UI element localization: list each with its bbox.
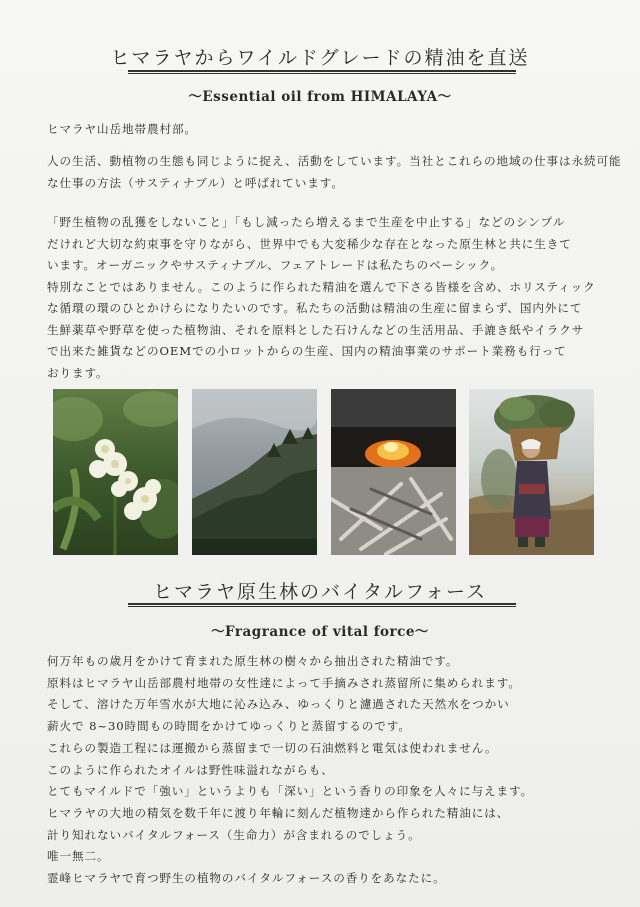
section1-title: ヒマラヤからワイルドグレードの精油を直送 (110, 47, 530, 69)
title-underline (128, 603, 516, 607)
text-line: 計り知れないバイタルフォース（生命力）が含まれるのでしょう。 (47, 827, 421, 842)
intro-line: ヒマラヤ山岳地帯農村部。 (47, 122, 197, 136)
white-flower-image (53, 389, 178, 555)
text-line: そして、溶けた万年雪水が大地に沁み込み、ゆっくりと濾過された天然水をつかい (47, 697, 510, 712)
text-line: な仕事の方法（サスティナブル）と呼ばれています。 (47, 175, 344, 190)
firewood-fire-photo (331, 389, 456, 555)
text-line: 霊峰ヒマラヤで育つ野生の植物のバイタルフォースの香りをあなたに。 (47, 871, 446, 886)
text-line: 唯一無二。 (47, 849, 110, 864)
text-line: だけれど大切な約束事を守りながら、世界中でも大変稀少な存在となった原生林と共に生きて (47, 236, 572, 251)
section2-title: ヒマラヤ原生林のバイタルフォース (152, 581, 488, 603)
text-line: います。オーガニックやサスティナブル、フェアトレードは私たちのベーシック。 (47, 258, 504, 272)
text-line: 生鮮薬草や野草を使った植物油、それを原料とした石けんなどの生活用品、手漉き紙やイラクサ (47, 322, 585, 337)
text-line: これらの製造工程には運搬から蒸留まで一切の石油燃料と電気は使われません。 (47, 740, 498, 755)
text-line: 何万年もの歳月をかけて育まれた原生林の樹々から抽出された精油です。 (47, 654, 459, 668)
paragraph-1 (47, 151, 622, 194)
text-line: 特別なことではありません。このように作られた精油を選んで下さる皆様を含め、ホリスティック (47, 279, 596, 294)
text-line: 薪火で 8~30時間もの時間をかけてゆっくりと蒸留するのです。 (47, 719, 411, 734)
title-underline (128, 70, 516, 74)
mountain-forest-image (192, 389, 317, 555)
text-line: 原料はヒマラヤ山岳部農村地帯の女性達によって手摘みされ蒸留所に集められます。 (47, 675, 521, 690)
text-line: ヒマラヤの大地の精気を数千年に渡り年輪に刻んだ植物達から作られた精油には、 (47, 805, 510, 820)
text-line: このように作られたオイルは野性味溢れながらも、 (47, 762, 334, 777)
text-line: な循環の環のひとかけらになりたいのです。私たちの活動は精油の生産に留まらず、国内外にて (47, 301, 583, 315)
white-flower-photo (53, 389, 178, 555)
text-line: 人の生活、動植物の生態も同じように捉え、活動をしています。当社とこれらの地域の仕事は永続可能 (47, 154, 622, 168)
text-line: とてもマイルドで「強い」というよりも「深い」という香りの印象を人々に与えます。 (47, 784, 534, 799)
villager-image (469, 389, 594, 555)
text-line: おります。 (47, 365, 109, 380)
intro-text (47, 119, 607, 141)
villager-carrying-basket-photo (469, 389, 594, 555)
firewood-fire-image (331, 389, 456, 555)
text-line: 「野生植物の乱獲をしないこと」「もし減ったら増えるまで生産を中止する」などのシンプル (47, 215, 566, 229)
section1-subtitle: 〜Essential oil from HIMALAYA〜 (188, 89, 452, 105)
mountain-forest-photo (192, 389, 317, 555)
paragraph-2 (47, 212, 607, 384)
text-line: で出来た雑貨などのOEMでの小ロットからの生産、国内の精油事業のサポート業務も行って (47, 344, 567, 358)
section2-subtitle: 〜Fragrance of vital force〜 (211, 624, 429, 640)
section2-body (47, 651, 607, 890)
